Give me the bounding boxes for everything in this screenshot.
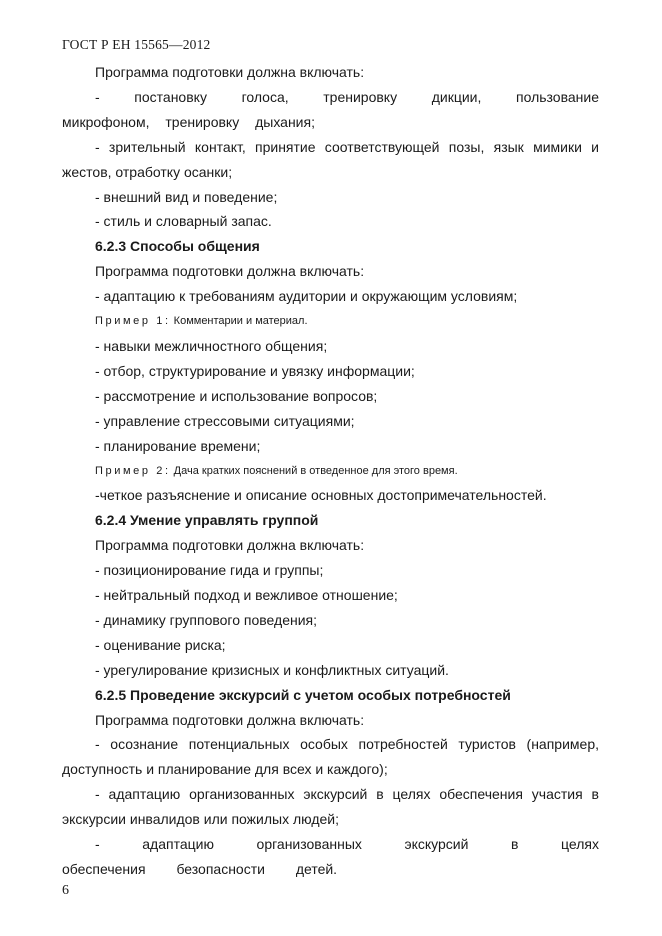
paragraph: Программа подготовки должна включать: [95, 537, 365, 554]
paragraph: Программа подготовки должна включать: [95, 711, 365, 728]
section-heading-6-2-3: 6.2.3 Способы общения [95, 238, 260, 255]
list-item: - внешний вид и поведение; [95, 188, 278, 205]
list-item: - динамику группового поведения; [95, 611, 318, 628]
list-item: - стиль и словарный запас. [95, 213, 272, 230]
example-note [62, 459, 599, 484]
example-text: Комментарии и материал. [170, 315, 308, 328]
example-label: Пример 1: [95, 315, 171, 328]
section-heading-6-2-4: 6.2.4 Умение управлять группой [95, 512, 319, 529]
example-label: Пример 2: [95, 464, 171, 477]
list-item: - адаптацию к требованиям аудитории и окружающим условиям; [95, 288, 518, 305]
example-note [62, 309, 599, 334]
list-item: - оценивание риска; [95, 636, 226, 653]
page-number: 6 [62, 883, 69, 898]
list-item: - адаптацию организованных экскурсий в целях обеспечения участия в экскурсии инвалидов или пожилых людей; [62, 786, 599, 828]
list-item: - управление стрессовыми ситуациями; [95, 412, 355, 429]
section-heading-6-2-5: 6.2.5 Проведение экскурсий с учетом особых потребностей [95, 686, 511, 703]
document-header: ГОСТ Р ЕН 15565—2012 [62, 37, 211, 52]
list-item: - зрительный контакт, принятие соответствующей позы, язык мимики и жестов, отработку осанки; [62, 138, 599, 180]
list-item: - позиционирование гида и группы; [95, 562, 324, 579]
list-item: - рассмотрение и использование вопросов; [95, 387, 378, 404]
list-item: - постановку голоса, тренировку дикции, пользование микрофоном, тренировку дыхания; [62, 88, 599, 130]
list-item: - нейтральный подход и вежливое отношение; [95, 587, 398, 604]
paragraph: Программа подготовки должна включать: [95, 263, 365, 280]
page-content [62, 60, 599, 882]
list-item: - отбор, структурирование и увязку информации; [95, 362, 415, 379]
example-text: Дача кратких пояснений в отведенное для этого время. [170, 464, 458, 477]
list-item: - осознание потенциальных особых потребностей туристов (например, доступность и планирование для всех и каждого); [62, 736, 599, 778]
list-item: - адаптацию организованных экскурсий в целях обеспечения безопасности детей. [62, 836, 599, 877]
list-item: - планирование времени; [95, 437, 261, 454]
paragraph: Программа подготовки должна включать: [95, 64, 365, 80]
list-item: - урегулирование кризисных и конфликтных ситуаций. [95, 661, 449, 678]
list-item: - навыки межличностного общения; [95, 337, 328, 354]
list-item: -четкое разъяснение и описание основных достопримечательностей. [95, 487, 547, 504]
